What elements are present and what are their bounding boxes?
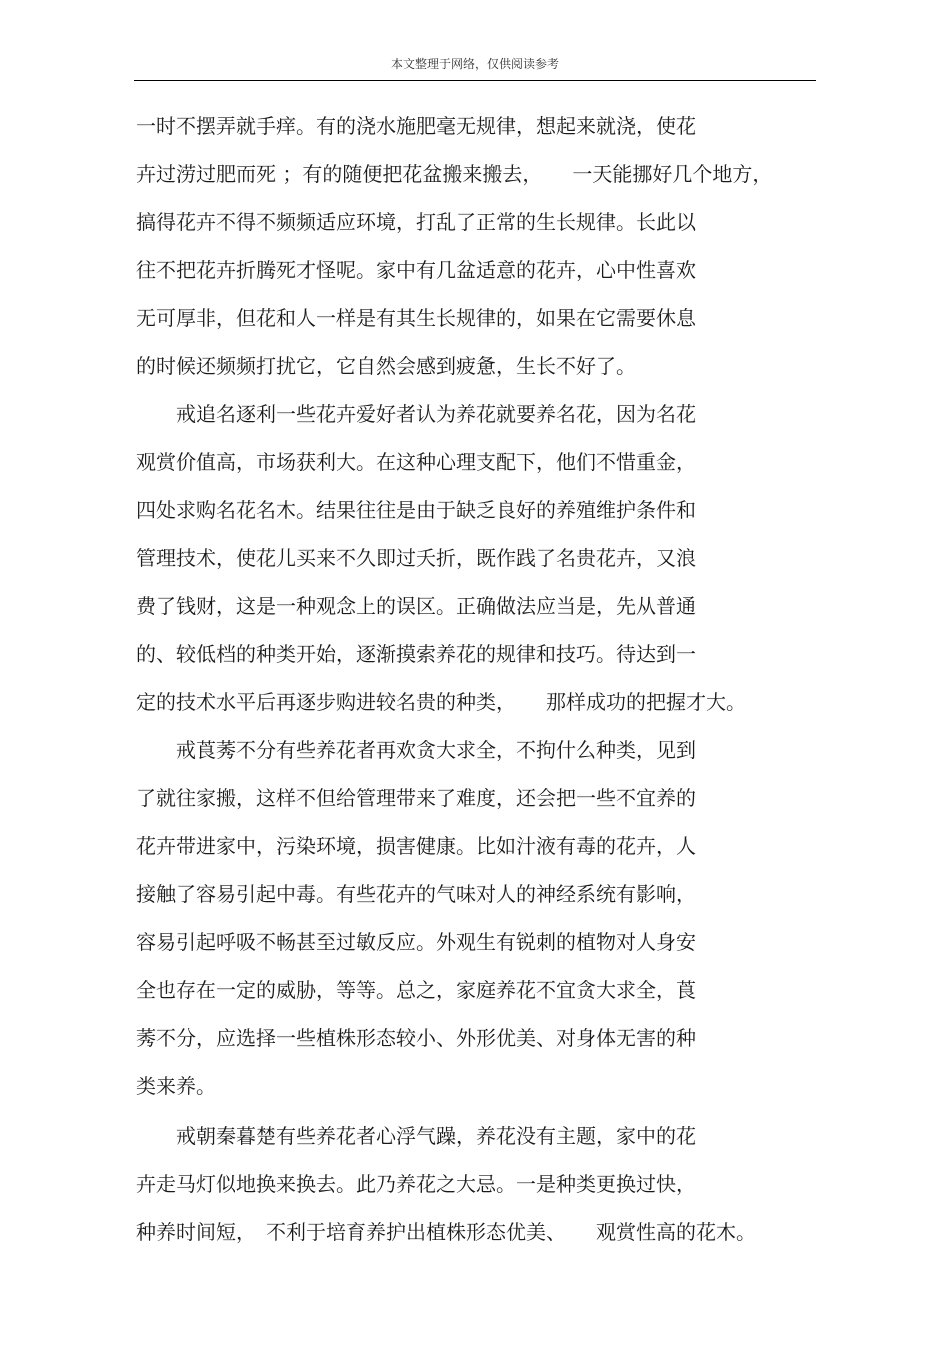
text-line: 容易引起呼吸不畅甚至过敏反应。外观生有锐刺的植物对人身安 [136, 930, 696, 954]
text-line: 观赏价值高，市场获利大。在这种心理支配下，他们不惜重金， [136, 450, 696, 474]
text-line: 戒莨莠不分有些养花者再欢贪大求全，不拘什么种类，见到 [136, 738, 696, 762]
text-line: 管理技术，使花儿买来不久即过夭折，既作践了名贵花卉，又浪 [136, 546, 696, 570]
text-line: 无可厚非，但花和人一样是有其生长规律的，如果在它需要休息 [136, 306, 696, 330]
text-line: 种养时间短， 不利于培育养护出植株形态优美、 观赏性高的花木。 [136, 1220, 756, 1244]
text-line: 搞得花卉不得不频频适应环境，打乱了正常的生长规律。长此以 [136, 210, 696, 234]
text-line: 一时不摆弄就手痒。有的浇水施肥毫无规律，想起来就浇，使花 [136, 114, 696, 138]
header-rule [134, 80, 816, 81]
text-line: 类来养。 [136, 1074, 216, 1098]
text-line: 戒追名逐利一些花卉爱好者认为养花就要养名花，因为名花 [136, 402, 696, 426]
text-line: 卉过涝过肥而死 ；有的随便把花盆搬来搬去， 一天能挪好几个地方， [136, 162, 773, 186]
text-line: 莠不分，应选择一些植株形态较小、外形优美、对身体无害的种 [136, 1026, 696, 1050]
text-line: 了就往家搬，这样不但给管理带来了难度，还会把一些不宜养的 [136, 786, 696, 810]
text-line: 接触了容易引起中毒。有些花卉的气味对人的神经系统有影响， [136, 882, 696, 906]
text-line: 的、较低档的种类开始，逐渐摸索养花的规律和技巧。待达到一 [136, 642, 696, 666]
text-line: 戒朝秦暮楚有些养花者心浮气躁，养花没有主题，家中的花 [136, 1124, 696, 1148]
text-line: 费了钱财，这是一种观念上的误区。正确做法应当是，先从普通 [136, 594, 696, 618]
text-line: 往不把花卉折腾死才怪呢。家中有几盆适意的花卉，心中性喜欢 [136, 258, 696, 282]
page-header: 本文整理于网络，仅供阅读参考 [390, 57, 559, 71]
text-line: 定的技术水平后再逐步购进较名贵的种类， 那样成功的把握才大。 [136, 690, 746, 714]
text-line: 的时候还频频打扰它，它自然会感到疲惫，生长不好了。 [136, 354, 636, 378]
text-line: 全也存在一定的威胁，等等。总之，家庭养花不宜贪大求全，莨 [136, 978, 696, 1002]
text-line: 卉走马灯似地换来换去。此乃养花之大忌。一是种类更换过快， [136, 1172, 696, 1196]
text-line: 花卉带进家中，污染环境，损害健康。比如汁液有毒的花卉，人 [136, 834, 696, 858]
text-line: 四处求购名花名木。结果往往是由于缺乏良好的养殖维护条件和 [136, 498, 696, 522]
